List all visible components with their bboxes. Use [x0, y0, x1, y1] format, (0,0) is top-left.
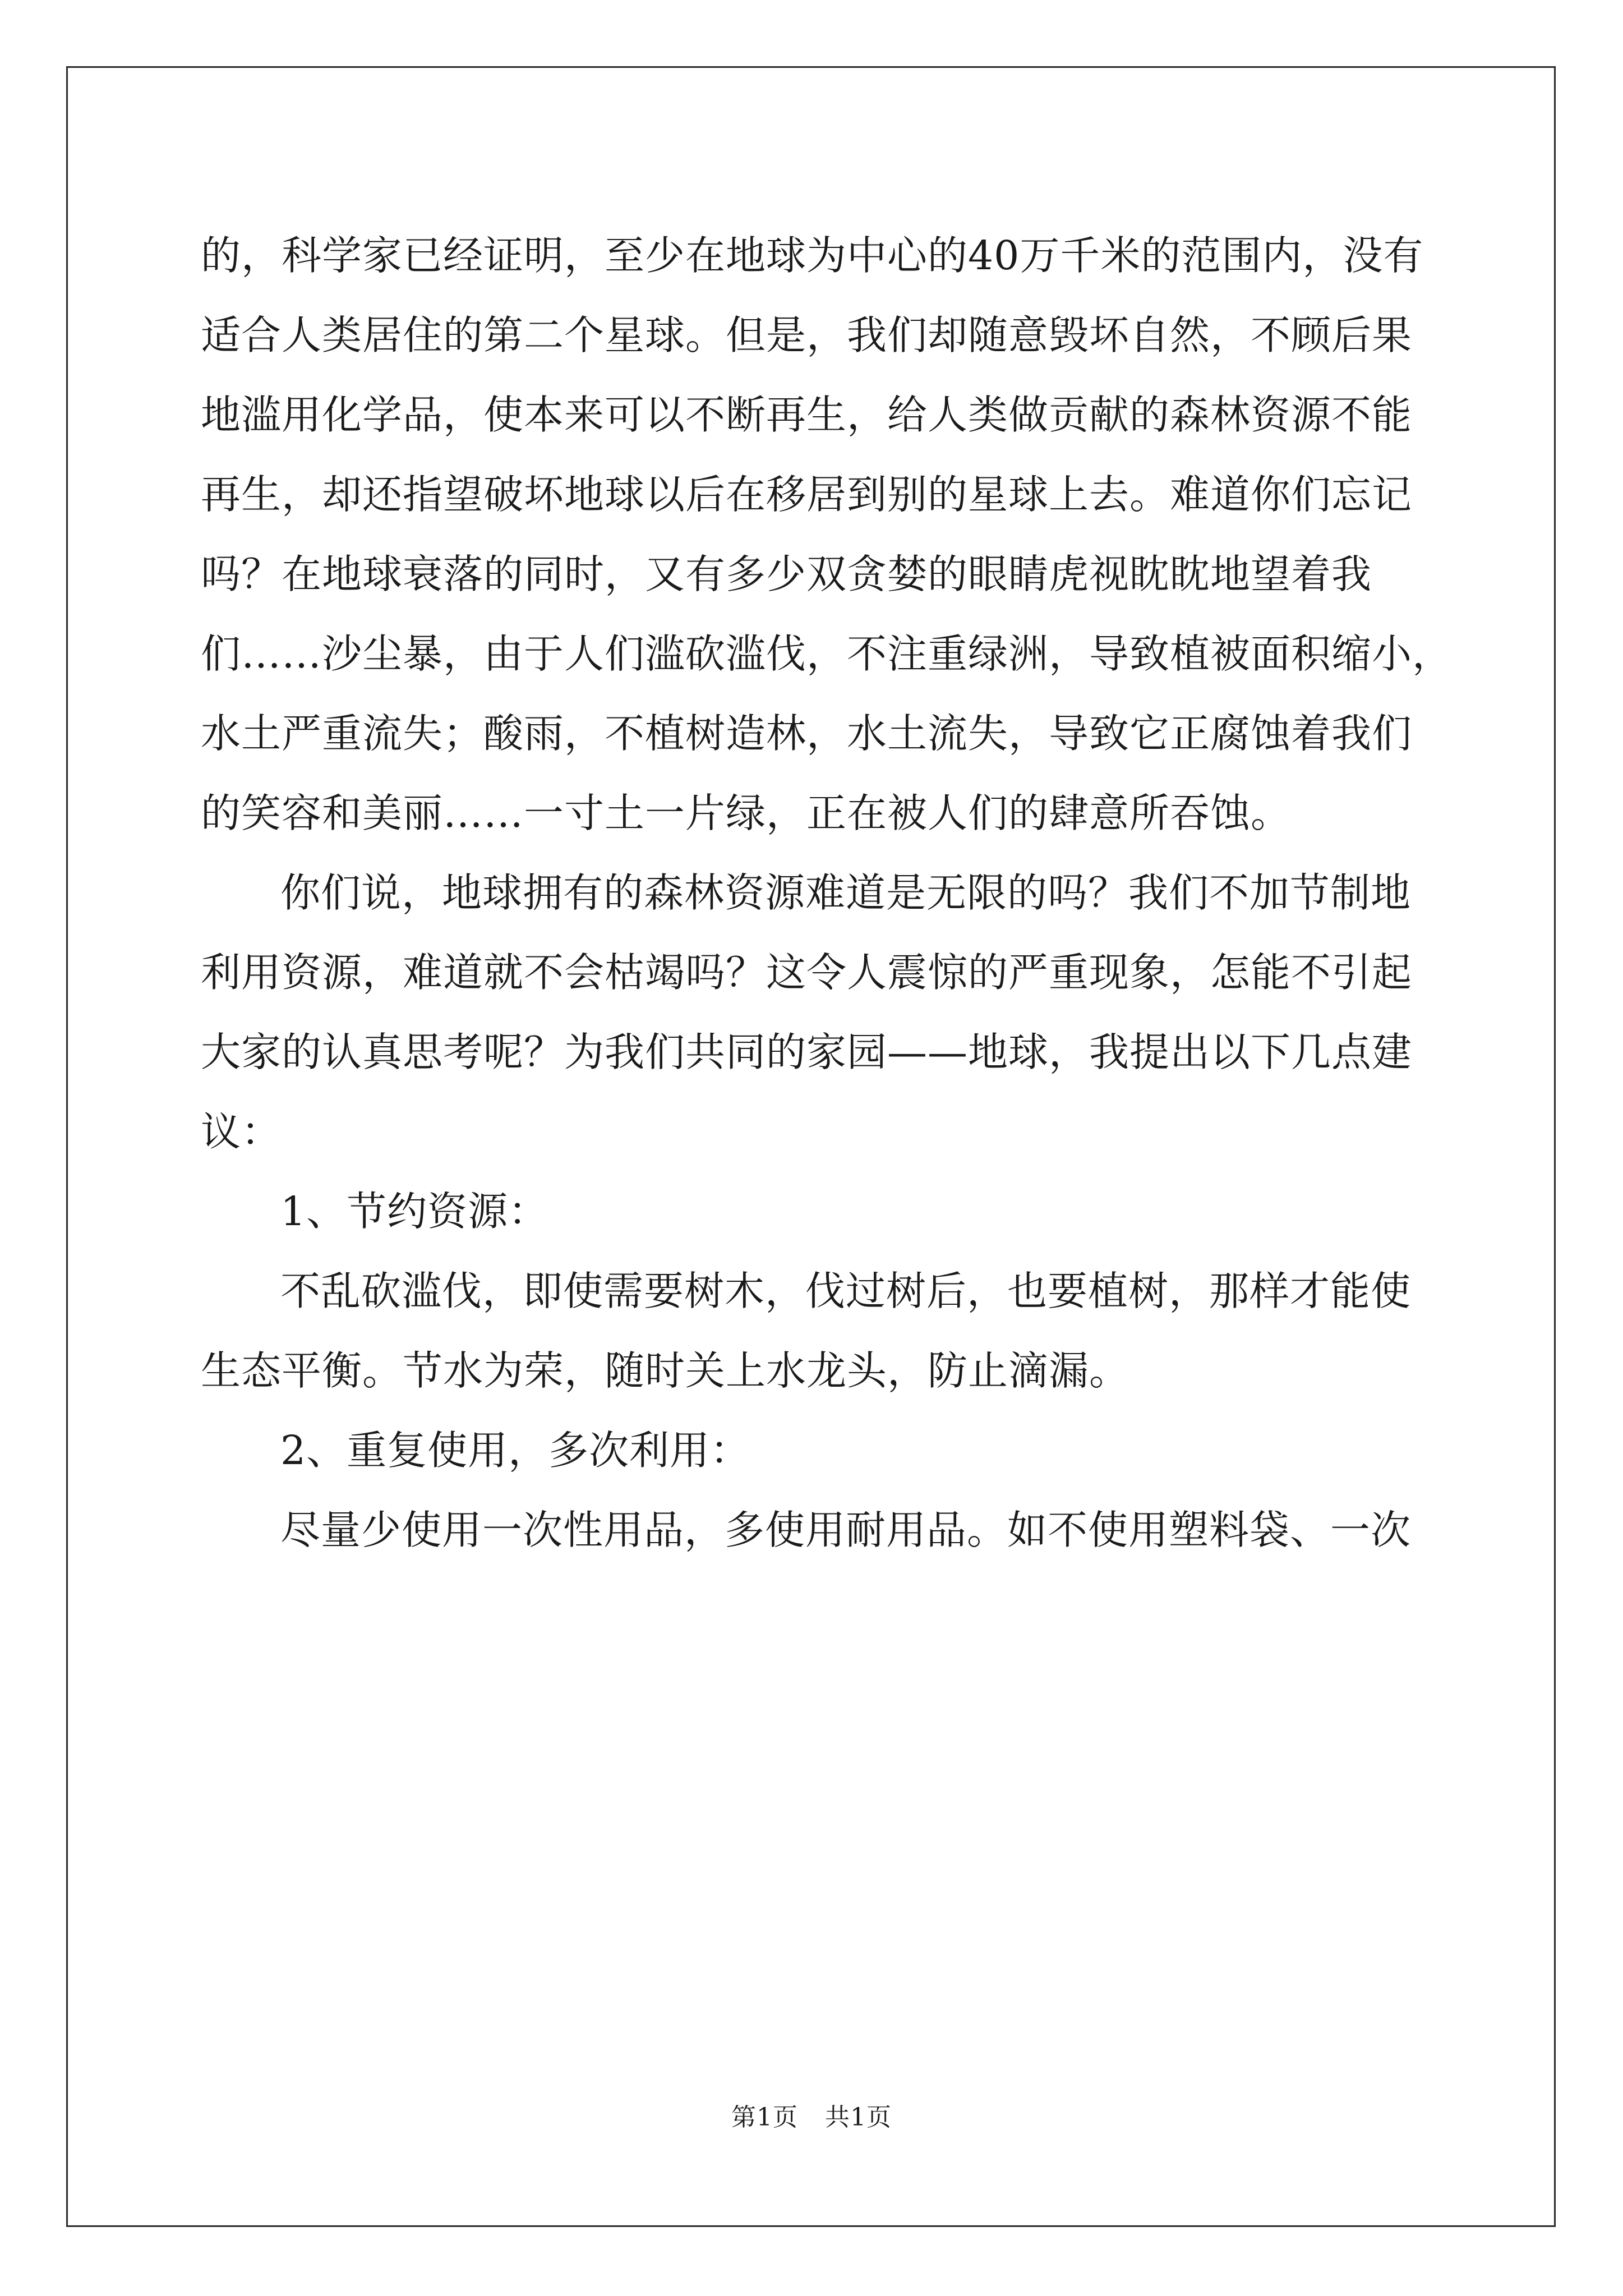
text-line: 适合人类居住的第二个星球。但是，我们却随意毁坏自然，不顾后果	[201, 312, 1413, 358]
text-line: 1、节约资源：	[280, 1188, 549, 1235]
text-line: 们……沙尘暴，由于人们滥砍滥伐，不注重绿洲，导致植被面积缩小，	[201, 631, 1453, 677]
text-line: 吗？在地球衰落的同时，又有多少双贪婪的眼睛虎视眈眈地望着我	[201, 551, 1372, 597]
text-line: 议：	[201, 1108, 282, 1155]
document-body	[201, 216, 1453, 1570]
text-line: 地滥用化学品，使本来可以不断再生，给人类做贡献的森林资源不能	[201, 392, 1413, 438]
page-footer	[0, 2101, 1623, 2134]
text-line: 2、重复使用，多次利用：	[280, 1427, 751, 1474]
page-number: 第1页	[731, 2103, 798, 2132]
text-line: 的，科学家已经证明，至少在地球为中心的40万千米的范围内，没有	[201, 232, 1424, 279]
text-line: 的笑容和美丽……一寸土一片绿，正在被人们的肆意所吞蚀。	[201, 790, 1292, 836]
text-line: 水土严重流失；酸雨，不植树造林，水土流失，导致它正腐蚀着我们	[201, 710, 1413, 757]
text-line: 大家的认真思考呢？为我们共同的家园——地球，我提出以下几点建	[201, 1029, 1413, 1075]
text-line: 再生，却还指望破坏地球以后在移居到别的星球上去。难道你们忘记	[201, 471, 1413, 518]
text-line: 生态平衡。节水为荣，随时关上水龙头，防止滴漏。	[201, 1347, 1130, 1394]
text-line: 你们说，地球拥有的森林资源难道是无限的吗？我们不加节制地	[280, 869, 1412, 916]
text-line: 利用资源，难道就不会枯竭吗？这令人震惊的严重现象，怎能不引起	[201, 949, 1413, 996]
text-line: 不乱砍滥伐，即使需要树木，伐过树后，也要植树，那样才能使	[280, 1268, 1412, 1314]
page-total: 共1页	[825, 2103, 892, 2132]
text-line: 尽量少使用一次性用品，多使用耐用品。如不使用塑料袋、一次	[280, 1507, 1412, 1553]
